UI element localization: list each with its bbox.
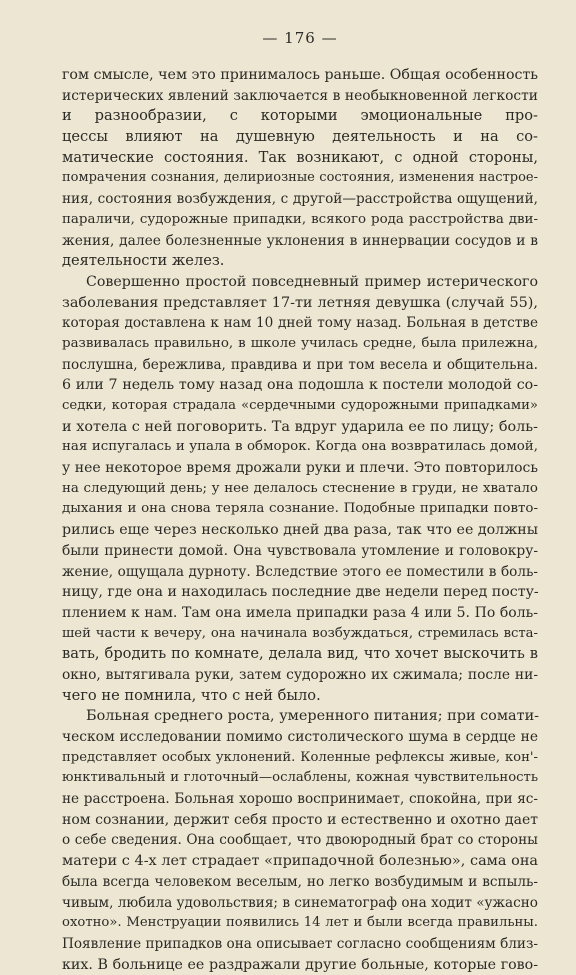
text-line: Совершенно простой повседневный пример истерического xyxy=(86,273,538,290)
text-line: послушна, бережлива, правдива и при том весела и общительна. xyxy=(62,356,538,373)
text-line: которая доставлена к нам 10 дней тому назад. Больная в детстве xyxy=(62,315,538,332)
text-line: дыхания и она снова теряла сознание. Подобные припадки повто- xyxy=(62,501,538,517)
page-number: — 176 — xyxy=(262,29,338,47)
text-line: ном сознании, держит себя просто и естественно и охотно дает xyxy=(62,811,538,828)
text-line: жения, далее болезненные уклонения в иннервации сосудов и в xyxy=(62,232,538,249)
text-line: ких. В больнице ее раздражали другие больные, которые гово- xyxy=(62,956,538,973)
text-line: плением к нам. Там она имела припадки раза 4 или 5. По боль- xyxy=(62,604,538,621)
text-line: были принести домой. Она чувствовала утомление и головокру- xyxy=(62,542,538,559)
text-line: ницу, где она и находилась последние две недели перед посту- xyxy=(62,584,539,601)
text-line: окно, вытягивала руки, затем судорожно их сжимала; после ни- xyxy=(62,666,538,683)
text-line: у нее некоторое время дрожали руки и плечи. Это повторилось xyxy=(62,460,538,477)
text-line: не расстроена. Больная хорошо воспринимает, спокойна, при яс- xyxy=(62,791,538,808)
text-line: и хотела с ней поговорить. Та вдруг ударила ее по лицу; боль- xyxy=(62,418,538,435)
text-line: жение, ощущала дурноту. Вследствие этого ее поместили в боль- xyxy=(62,563,538,580)
text-line: и разнообразии, с которыми эмоциональные про- xyxy=(62,107,538,125)
text-line: седки, которая страдала «сердечными судорожными припадками» xyxy=(62,398,538,413)
text-line: матические состояния. Так возникают, с одной стороны, xyxy=(62,148,538,166)
text-line: чивым, любила удовольствия; в синематограф она ходит «ужасно xyxy=(62,894,538,911)
text-line: параличи, судорожные припадки, всякого рода расстройства дви- xyxy=(62,211,538,227)
text-line: цессы влияют на душевную деятельность и на со- xyxy=(62,128,538,146)
text-line: охотно». Менструации появились 14 лет и были всегда правильны. xyxy=(62,915,538,931)
text-line: была всегда человеком веселым, но легко возбудимым и вспыль- xyxy=(62,873,538,890)
text-line: юнктивальный и глоточный—ослаблены, кожная чувствительность xyxy=(62,770,538,786)
text-line: заболевания представляет 17-ти летняя девушка (случай 55), xyxy=(62,294,538,311)
text-line: Больная среднего роста, умеренного питания; при сомати- xyxy=(86,708,540,725)
text-line: рились еще через несколько дней два раза, так что ее должны xyxy=(62,522,538,539)
text-line: представляет особых уклонений. Коленные рефлексы живые, кон'- xyxy=(62,749,538,765)
text-line: развивалась правильно, в школе училась средне, была прилежна, xyxy=(62,335,538,351)
text-line: матери с 4-х лет страдает «припадочной болезнью», сама она xyxy=(62,853,538,870)
text-line: на следующий день; у нее делалось стеснение в груди, не хватало xyxy=(62,480,538,496)
text-line: о себе сведения. Она сообщает, что двоюродный брат со стороны xyxy=(62,832,538,849)
text-line: ния, состояния возбуждения, с другой—расстройства ощущений, xyxy=(62,191,538,208)
text-line: истерических явлений заключается в необыкновенной легкости xyxy=(62,87,538,104)
text-line: ная испугалась и упала в обморок. Когда она возвратилась домой, xyxy=(62,439,538,455)
text-line: шей части к вечеру, она начинала возбуждаться, стремилась вста- xyxy=(62,625,538,641)
text-line: деятельности желез. xyxy=(62,252,225,270)
text-line: ческом исследовании помимо систолического шума в сердце не xyxy=(62,729,538,745)
text-line: Появление припадков она описывает согласно сообщениям близ- xyxy=(62,935,538,952)
text-line: вать, бродить по комнате, делала вид, что хочет выскочить в xyxy=(62,645,538,663)
text-line: помрачения сознания, делириозные состояния, изменения настрое- xyxy=(62,170,538,186)
text-line: чего не помнила, что с ней было. xyxy=(62,686,321,704)
text-line: 6 или 7 недель тому назад она подошла к постели молодой со- xyxy=(62,377,538,394)
body-text xyxy=(62,65,538,975)
text-line: гом смысле, чем это принималось раньше. Общая особенность xyxy=(62,67,539,83)
